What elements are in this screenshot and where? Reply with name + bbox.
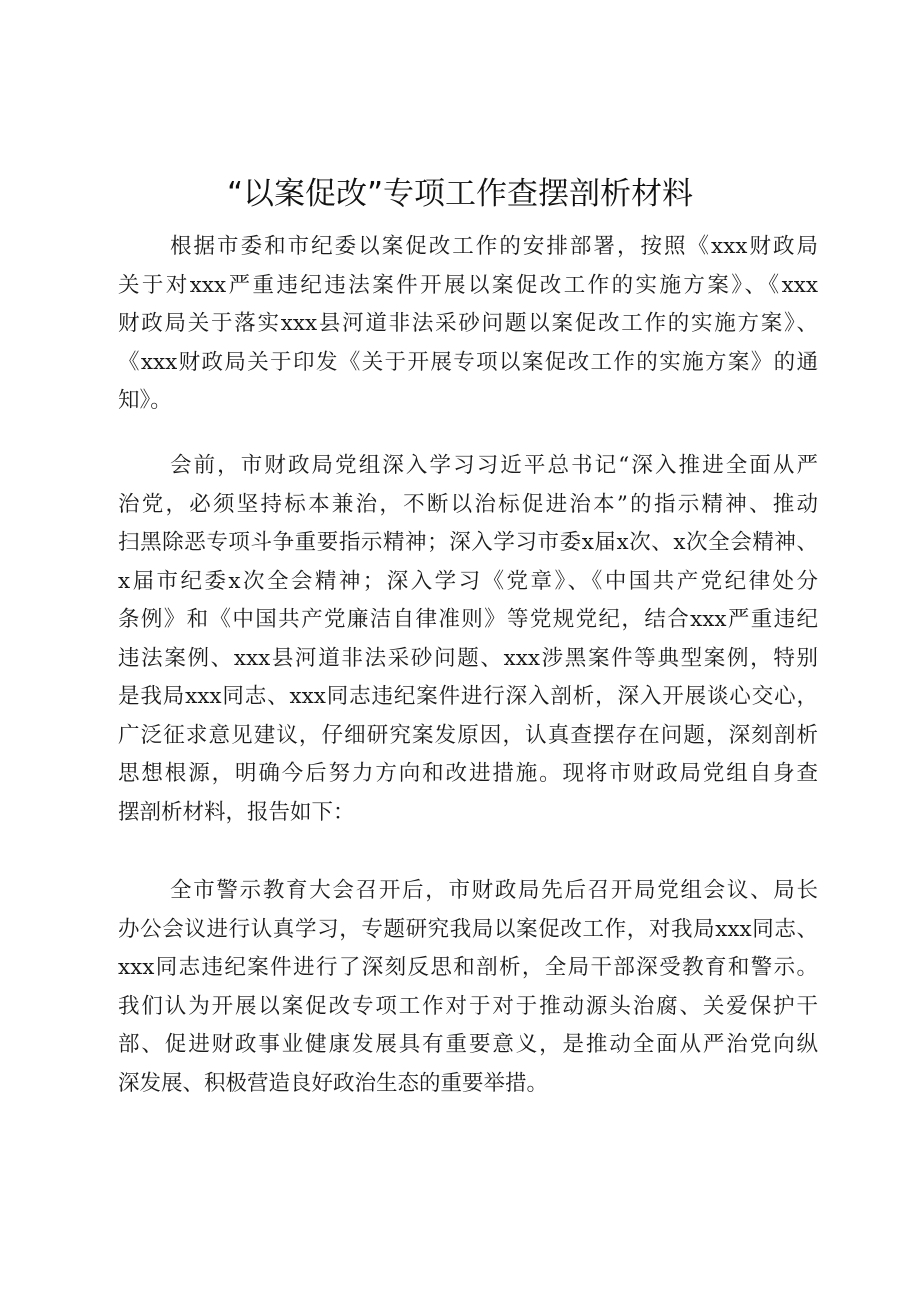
paragraph-line: 摆剖析材料，报告如下： xyxy=(118,799,355,825)
paragraph-line: 办公会议进行认真学习，专题研究我局以案促改工作，对我局xxx同志、 xyxy=(118,916,818,942)
paragraph-line: 关于对xxx严重违纪违法案件开展以案促改工作的实施方案》、《xxx xyxy=(118,272,818,298)
paragraph-line: 财政局关于落实xxx县河道非法采砂问题以案促改工作的实施方案》、 xyxy=(118,311,818,336)
paragraph-line: xxx同志违纪案件进行了深刻反思和剖析，全局干部深受教育和警示。 xyxy=(118,955,818,980)
paragraph-line: 广泛征求意见建议，仔细研究案发原因，认真查摆存在问题，深刻剖析 xyxy=(118,722,818,748)
paragraph-line: 我们认为开展以案促改专项工作对于对于推动源头治腐、关爱保护干 xyxy=(118,993,818,1019)
paragraph-line: 知》。 xyxy=(118,388,172,413)
document-title: “以案促改”专项工作查摆剖析材料 xyxy=(226,176,694,212)
paragraph-line: x届市纪委x次全会精神；深入学习《党章》、《中国共产党纪律处分 xyxy=(118,568,818,594)
paragraph-line: 根据市委和市纪委以案促改工作的安排部署，按照《xxx财政局 xyxy=(170,234,818,259)
paragraph-1 xyxy=(118,228,818,421)
paragraph-line: 《xxx财政局关于印发《关于开展专项以案促改工作的实施方案》的通 xyxy=(118,349,818,375)
paragraph-3 xyxy=(118,872,818,1103)
paragraph-line: 思想根源，明确今后努力方向和改进措施。现将市财政局党组自身查 xyxy=(118,761,818,786)
paragraph-line: 条例》和《中国共产党廉洁自律准则》等党规党纪，结合xxx严重违纪 xyxy=(118,607,818,632)
paragraph-line: 全市警示教育大会召开后，市财政局先后召开局党组会议、局长 xyxy=(170,878,818,903)
paragraph-line: 扫黑除恶专项斗争重要指示精神；深入学习市委x届x次、x次全会精神、 xyxy=(118,530,818,555)
paragraph-2 xyxy=(118,447,818,832)
paragraph-line: 违法案例、xxx县河道非法采砂问题、xxx涉黑案件等典型案例，特别 xyxy=(118,645,818,671)
paragraph-line: 会前，市财政局党组深入学习习近平总书记“深入推进全面从严 xyxy=(170,453,818,478)
paragraph-line: 深发展、积极营造良好政治生态的重要举措。 xyxy=(118,1070,549,1096)
paragraph-line: 治党，必须坚持标本兼治，不断以治标促进治本”的指示精神、推动 xyxy=(118,491,818,517)
paragraph-line: 部、促进财政事业健康发展具有重要意义，是推动全面从严治党向纵 xyxy=(118,1032,818,1057)
paragraph-line: 是我局xxx同志、xxx同志违纪案件进行深入剖析，深入开展谈心交心， xyxy=(118,684,818,709)
